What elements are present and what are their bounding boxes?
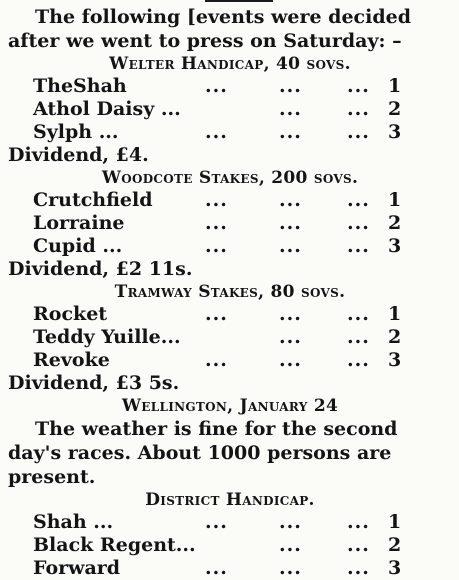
race-heading-welter-handicap: Welter Handicap, 40 sovs. <box>109 54 351 74</box>
race-heading-woodcote-stakes: Woodcote Stakes, 200 sovs. <box>101 168 359 188</box>
dividend-line: Dividend, £2 11s. <box>8 258 193 280</box>
leader-dots: ... <box>279 326 302 348</box>
horse-name: Teddy Yuille... <box>33 326 181 348</box>
horse-name: TheShah <box>33 75 127 97</box>
result-row <box>8 75 452 98</box>
race-heading-district-handicap: District Handicap. <box>145 490 315 510</box>
horse-name: Black Regent... <box>33 534 196 556</box>
intro-paragraph: The following [events were decided after we went to press on Saturday: – <box>8 6 411 52</box>
horse-name: Shah ... <box>33 511 114 533</box>
result-row <box>8 557 452 580</box>
result-row <box>8 212 452 235</box>
leader-dots: ... <box>347 75 370 97</box>
leader-dots: ... <box>279 534 302 556</box>
leader-dots: ... <box>279 557 302 579</box>
horse-name: Revoke <box>33 349 110 371</box>
placing: 1 <box>388 511 402 533</box>
placing: 3 <box>388 235 402 257</box>
leader-dots: ... <box>205 303 228 325</box>
placing: 2 <box>388 326 402 348</box>
leader-dots: ... <box>205 75 228 97</box>
dividend-line: Dividend, £3 5s. <box>8 372 180 394</box>
dateline: Wellington, January 24 <box>121 396 339 416</box>
leader-dots: ... <box>347 121 370 143</box>
result-row <box>8 326 452 349</box>
leader-dots: ... <box>205 189 228 211</box>
leader-dots: ... <box>279 235 302 257</box>
leader-dots: ... <box>279 349 302 371</box>
leader-dots: ... <box>347 511 370 533</box>
leader-dots: ... <box>205 511 228 533</box>
leader-dots: ... <box>347 303 370 325</box>
leader-dots: ... <box>347 326 370 348</box>
leader-dots: ... <box>347 534 370 556</box>
race-heading-tramway-stakes: Tramway Stakes, 80 sovs. <box>114 282 346 302</box>
placing: 2 <box>388 98 402 120</box>
column-rule <box>205 0 273 2</box>
leader-dots: ... <box>347 98 370 120</box>
leader-dots: ... <box>279 75 302 97</box>
horse-name: Crutchfield <box>33 189 153 211</box>
leader-dots: ... <box>347 189 370 211</box>
placing: 1 <box>388 189 402 211</box>
leader-dots: ... <box>279 303 302 325</box>
result-row <box>8 235 452 258</box>
result-row <box>8 349 452 372</box>
result-row <box>8 121 452 144</box>
placing: 3 <box>388 349 402 371</box>
horse-name: Athol Daisy ... <box>33 98 181 120</box>
leader-dots: ... <box>279 121 302 143</box>
leader-dots: ... <box>205 121 228 143</box>
placing: 1 <box>388 303 402 325</box>
leader-dots: ... <box>347 557 370 579</box>
horse-name: Rocket <box>33 303 108 325</box>
leader-dots: ... <box>205 349 228 371</box>
result-row <box>8 303 452 326</box>
result-row <box>8 189 452 212</box>
placing: 3 <box>388 557 402 579</box>
placing: 3 <box>388 121 402 143</box>
result-row <box>8 511 452 534</box>
leader-dots: ... <box>205 235 228 257</box>
leader-dots: ... <box>347 349 370 371</box>
leader-dots: ... <box>205 212 228 234</box>
leader-dots: ... <box>279 511 302 533</box>
placing: 2 <box>388 212 402 234</box>
news-column <box>8 5 452 580</box>
leader-dots: ... <box>279 98 302 120</box>
placing: 1 <box>388 75 402 97</box>
result-row <box>8 98 452 121</box>
placing: 2 <box>388 534 402 556</box>
leader-dots: ... <box>279 212 302 234</box>
horse-name: Forward <box>33 557 121 579</box>
horse-name: Cupid ... <box>33 235 123 257</box>
leader-dots: ... <box>347 212 370 234</box>
result-row <box>8 534 452 557</box>
leader-dots: ... <box>205 557 228 579</box>
dividend-line: Dividend, £4. <box>8 144 149 166</box>
weather-paragraph: The weather is fine for the second day's races. About 1000 persons are present. <box>8 418 398 488</box>
horse-name: Lorraine <box>33 212 125 234</box>
leader-dots: ... <box>347 235 370 257</box>
leader-dots: ... <box>279 189 302 211</box>
horse-name: Sylph ... <box>33 121 119 143</box>
